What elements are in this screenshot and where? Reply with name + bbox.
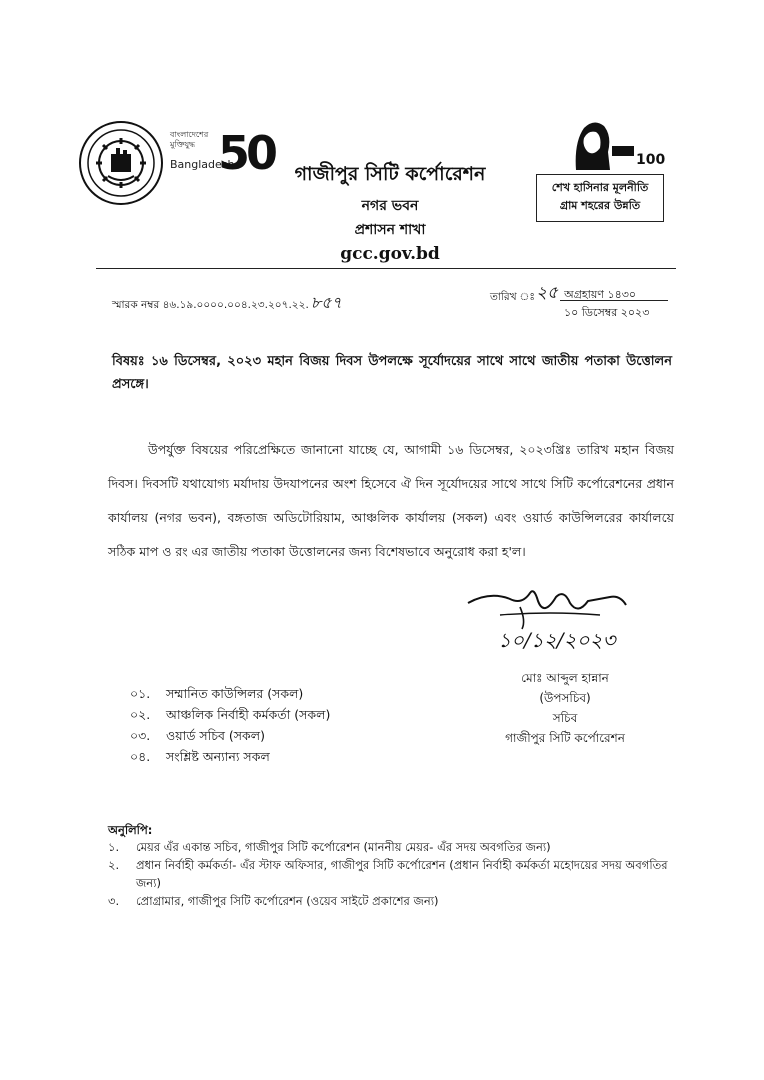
recipient-list <box>130 683 330 767</box>
letter-subject: বিষয়ঃ ১৬ ডিসেম্বর, ২০২৩ মহান বিজয় দিবস উপলক্ষে সূর্যোদয়ের সাথে সাথে জাতীয় পতাকা উত্তোলন প্রসঙ্গে। <box>112 354 672 392</box>
memo-label: স্মারক নম্বর ৪৬.১৯.০০০০.০০৪.২৩.২০৭.২২. <box>112 299 309 311</box>
list-item: ০২. আঞ্চলিক নির্বাহী কর্মকর্তা (সকল) <box>130 707 331 722</box>
mujib-slogan-line2: গ্রাম শহরের উন্নতি <box>559 199 641 212</box>
letter-body: উপর্যুক্ত বিষয়ের পরিপ্রেক্ষিতে জানানো যাচ্ছে যে, আগামী ১৬ ডিসেম্বর, ২০২৩খ্রিঃ তারিখ মহান বিজয় দিবস। দিবসটি যথাযোগ্য মর্যাদায় উদযাপনের অংশ হিসেবে ঐ দিন সূর্যোদয়ের সাথে সাথে সিটি কর্পোরেশনের প্রধান কার্যালয় (নগর ভবন), বঙ্গতাজ অডিটোরিয়াম, আঞ্চলিক কার্যালয় (সকল) এবং ওয়ার্ড কাউন্সিলরের কার্যালয়ে সঠিক মাপ ও রং এর জাতীয় পতাকা উত্তোলনের জন্য বিশেষভাবে অনুরোধ করা হ'ল। <box>108 442 674 559</box>
list-item: ৩. প্রোগ্রামার, গাজীপুর সিটি কর্পোরেশন (ওয়েব সাইটে প্রকাশের জন্য) <box>108 894 439 908</box>
mujib-slogan-line1: শেখ হাসিনার মূলনীতি <box>551 181 649 194</box>
svg-text:100: 100 <box>636 152 666 168</box>
mujib-slogan-box <box>536 174 664 222</box>
logo-50-country: Bangladesh <box>170 158 235 171</box>
signatory-block <box>480 668 650 748</box>
logo-50-number: 50 <box>218 126 275 180</box>
list-item: ০৪. সংশ্লিষ্ট অন্যান্য সকল <box>130 749 270 764</box>
org-name: গাজীপুর সিটি কর্পোরেশন <box>294 163 486 185</box>
list-item: ০১. সম্মানিত কাউন্সিলর (সকল) <box>130 686 304 701</box>
header-divider <box>96 268 676 269</box>
date-gregorian: ১০ ডিসেম্বর ২০২৩ <box>564 306 650 319</box>
org-building: নগর ভবন <box>361 198 419 214</box>
date-label: তারিখ ঃ <box>490 291 535 303</box>
handwritten-signature-icon <box>460 585 670 665</box>
date-handwritten-day: ২৫ <box>536 283 559 303</box>
signatory-title: সচিব <box>552 711 578 725</box>
mujib-100-icon <box>558 112 666 172</box>
signatory-role: (উপসচিব) <box>539 691 591 705</box>
cc-title: অনুলিপি: <box>108 823 153 837</box>
list-item: ২. প্রধান নির্বাহী কর্মকর্তা- এঁর স্টাফ অফিসার, গাজীপুর সিটি কর্পোরেশন (প্রধান নির্বাহী কর্মকর্তা মহোদয়ের সদয় অবগতির জন্য) <box>108 858 668 890</box>
date-bangla-text: অগ্রহায়ণ ১৪৩০ <box>564 288 637 301</box>
list-item: ০৩. ওয়ার্ড সচিব (সকল) <box>130 728 265 743</box>
memo-handwritten-number: ৮৫৭ <box>310 293 342 312</box>
website-url: gcc.gov.bd <box>340 244 440 264</box>
memo-number <box>112 290 342 317</box>
cc-list <box>108 838 678 910</box>
signatory-org: গাজীপুর সিটি কর্পোরেশন <box>505 731 625 745</box>
list-item: ১. মেয়র এঁর একান্ত সচিব, গাজীপুর সিটি কর্পোরেশন (মাননীয় মেয়র- এঁর সদয় অবগতির জন্য) <box>108 840 551 854</box>
org-branch: প্রশাসন শাখা <box>354 222 426 238</box>
signatory-name: মোঃ আব্দুল হান্নান <box>521 671 609 685</box>
date-divider <box>560 300 668 301</box>
logo-50-tagline: বাংলাদেশের মুক্তিযুদ্ধ <box>170 130 209 149</box>
bangladesh-50-icon <box>170 124 280 190</box>
gcc-emblem-icon <box>78 120 164 206</box>
signature-date: ১০/১২/২০২৩ <box>498 628 616 652</box>
